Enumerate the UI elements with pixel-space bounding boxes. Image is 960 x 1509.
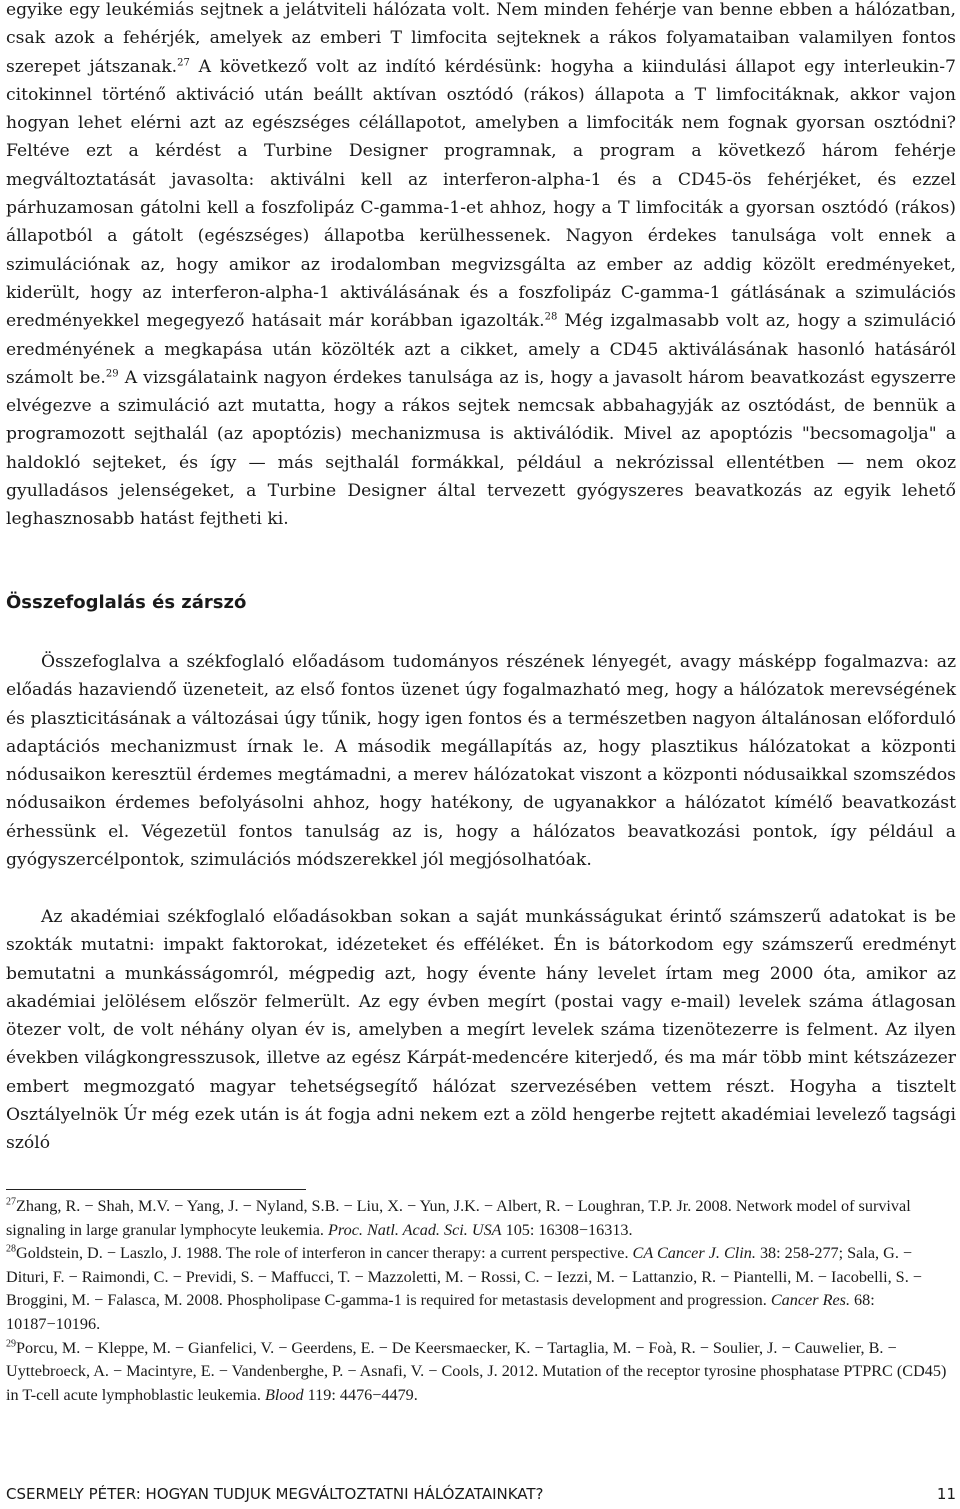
footnote-ref-27[interactable]: 27 [177, 56, 190, 68]
page-footer [6, 1484, 956, 1504]
footnote-ref-29[interactable]: 29 [105, 368, 119, 380]
footnote-28 [6, 1242, 956, 1336]
text-run: Összefoglalva a székfoglaló előadásom tudományos részének lényegét, avagy másképp fogalmazva: az előadás hazaviendő üzeneteit, az első fontos üzenet úgy fogalmazható meg, hogy a hálózatok merevségének és plaszticitásának a változásai úgy tűnik, hogy igen fontos és a természetben nagyon általánosan előforduló adaptációs mechanizmust írnak le. A második megállapítás az, hogy plasztikus hálózatokat a központi nódusaikon keresztül érdemes megtámadni, a merev hálózatokat viszont a központi nódusaikkal szomszédos nódusaikon érdemes befolyásolni ahhoz, hogy hatékony, de ugyanakkor a hálózatot kímélő beavatkozást érhessünk el. Végezetül fontos tanulság az is, hogy a hálózatos beavatkozási pontok, így például a gyógyszercélpontok, szimulációs módszerekkel jól megjósolhatóak. [6, 652, 956, 871]
journal-name: Blood [264, 1385, 304, 1404]
text-run: Még izgalmasabb volt az, hogy a szimuláció eredményének a megkapása után közölték azt a cikket, amely a CD45 aktiválásának hasonló hatásáról számolt be. [6, 311, 956, 388]
citation-text: Porcu, M. − Kleppe, M. − Gianfelici, V. − Geerdens, E. − De Keersmaecker, K. − Tartaglia, M. − Foà, R. − Soulier, J. − Cauwelier, B. − Uyttebroeck, A. − Macintyre, E. − Vandenberghe, P. − Asnafi, V. − Cools, J. 2012. Mutation of the receptor tyrosine phosphatase PTPRC (CD45) in T-cell acute lymphoblastic leukemia. [6, 1338, 947, 1404]
journal-name: CA Cancer J. Clin. [632, 1244, 756, 1263]
page-number: 11 [936, 1485, 956, 1503]
footnote-27 [6, 1195, 956, 1242]
footnote-29 [6, 1337, 956, 1408]
footnote-divider [6, 1189, 306, 1190]
citation-text: 105: 16308−16313. [501, 1220, 633, 1239]
footnote-number: 29 [6, 1338, 16, 1350]
text-run: Az akadémiai székfoglaló előadásokban sokan a saját munkásságukat érintő számszerű adatokat is be szokták mutatni: impakt faktorokat, idézeteket és efféléket. Én is bátorkodom egy számszerű eredményt bemutatni a munkásságomról, mégpedig azt, hogy évente hány levelet írtam meg 2000 óta, amikor az akadémiai jelölésem először felmerült. Az egy évben megírt (postai vagy e-mail) levelek száma átlagosan ötezer volt, de volt néhány olyan év is, amelyben a megírt levelek száma tizenötezerre is felment. Az ilyen években világkongresszusok, illetve az egész Kárpát-medencére kiterjedő, és ma már több mint kétszázezer embert megmozgató magyar tehetségsegítő hálózat szervezésében vettem részt. Hogyha a tisztelt Osztályelnök Úr még ezek után is át fogja adni nekem ezt a zöld hengerbe rejtett akadémiai levelező tagsági szóló [6, 907, 956, 1154]
footnote-number: 27 [6, 1196, 16, 1208]
text-run: A vizsgálataink nagyon érdekes tanulsága az is, hogy a javasolt három beavatkozást egyszerre elvégezve a szimuláció azt mutatta, hogy a rákos sejtek nemcsak abbahagyják az osztódást, de bennük a programozott sejthalál (az apoptózis) mechanizmusa is aktiválódik. Mivel az apoptózis "becsomagolja" a haldokló sejteket, és így — más sejthalál formákkal, például a nekrózissal ellentétben — nem okoz gyulladásos jelenségeket, a Turbine Designer által tervezett gyógyszeres beavatkozás az egyik lehető leghasznosabb hatást fejtheti ki. [6, 367, 956, 530]
text-run: egyike egy leukémiás sejtnek a jelátviteli hálózata volt. Nem minden fehérje van benne ebben a hálózatban, csak azok a fehérjék, amelyek az emberi T limfocita sejteknek a rákos folyamataiban valamilyen fontos szerepet játszanak. [6, 0, 956, 77]
section-heading: Összefoglalás és zárszó [6, 592, 247, 613]
footnote-number: 28 [6, 1243, 16, 1255]
citation-text: Goldstein, D. − Laszlo, J. 1988. The role of interferon in cancer therapy: a current perspective. [16, 1244, 633, 1263]
footnote-ref-28[interactable]: 28 [544, 311, 558, 323]
citation-text: 119: 4476−4479. [303, 1385, 418, 1404]
citation-text: Zhang, R. − Shah, M.V. − Yang, J. − Nyland, S.B. − Liu, X. − Yun, J.K. − Albert, R. − Loughran, T.P. Jr. 2008. Network model of survival signaling in large granular lymphocyte leukemia. [6, 1197, 911, 1239]
citation-text: 38: 258-277; Sala, G. − Dituri, F. − Raimondi, C. − Previdi, S. − Maffucci, T. − Mazzoletti, M. − Rossi, C. − Iezzi, M. − Lattanzio, R. − Piantelli, M. − Iacobelli, S. − Broggini, M. − Falasca, M. 2008. Phospholipase C-gamma-1 is required for metastasis development and progression. [6, 1244, 922, 1310]
running-title: CSERMELY PÉTER: HOGYAN TUDJUK MEGVÁLTOZTATNI HÁLÓZATAINKAT? [6, 1485, 544, 1503]
body-paragraph-2 [6, 648, 956, 874]
body-paragraph-3 [6, 903, 956, 1158]
journal-name: Proc. Natl. Acad. Sci. USA [328, 1220, 502, 1239]
body-paragraph-1 [6, 0, 956, 534]
text-run: A következő volt az indító kérdésünk: hogyha a kiindulási állapot egy interleukin-7 citokinnel történő aktiváció után beállt aktívan osztódó (rákos) állapota a T limfocitáknak, akkor vajon hogyan lehet elérni azt az egészséges célállapotot, amelyben a limfociták nem fognak gyorsan osztódni? Feltéve ezt a kérdést a Turbine Designer programnak, a program a következő három fehérje megváltoztatását javasolta: aktiválni kell az interferon-alpha-1 és a CD45-ös fehérjéket, és ezzel párhuzamosan gátolni kell a foszfolipáz C-gamma-1-et ahhoz, hogy a T limfociták a gyorsan osztódó (rákos) állapotból a gátolt (egészséges) állapotba kerülhessenek. Nagyon érdekes tanulsága volt ennek a szimulációnak az, hogy amikor az irodalomban megvizsgálta az ember az addig közölt eredményeket, kiderült, hogy az interferon-alpha-1 aktiválásának és a foszfolipáz C-gamma-1 gátlásának a szimulációs eredményekkel megegyező hatásait már korábban igazolták. [6, 56, 956, 332]
journal-name: Cancer Res. [770, 1291, 850, 1310]
footnotes [6, 1195, 956, 1407]
citation-text: 68: 10187−10196. [6, 1291, 875, 1333]
